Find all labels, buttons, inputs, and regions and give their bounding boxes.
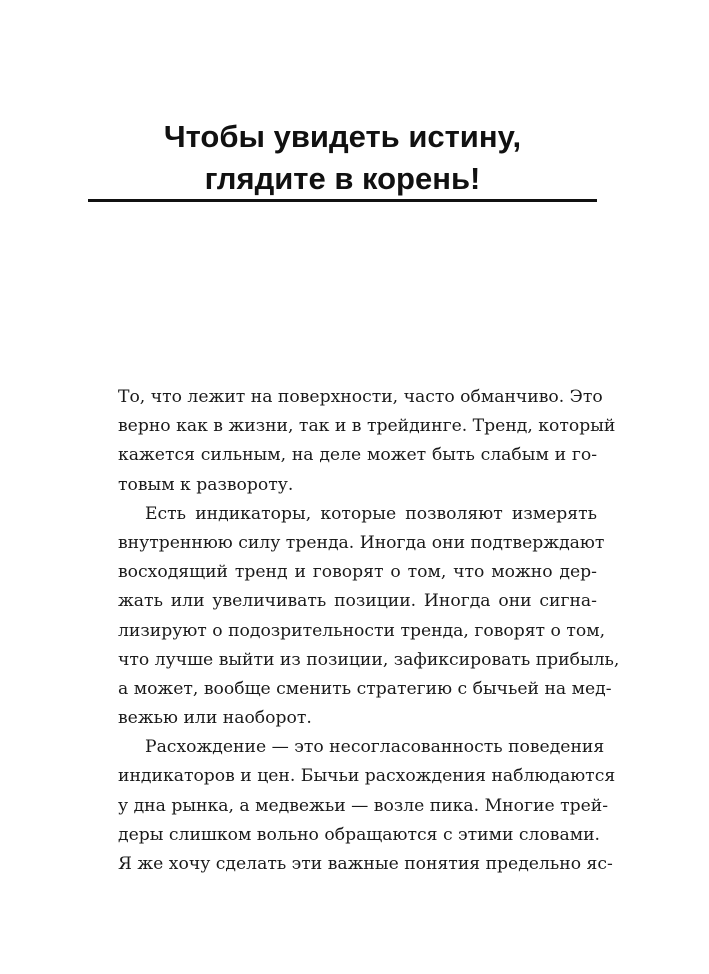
paragraph bbox=[118, 383, 616, 500]
text-line: а может, вообще сменить стратегию с бычьей на мед- bbox=[118, 678, 612, 699]
text-line: лизируют о подозрительности тренда, говорят о том, bbox=[118, 620, 606, 641]
text-line: жать или увеличивать позиции. Иногда они сигна- bbox=[118, 591, 597, 612]
body-text bbox=[118, 383, 620, 879]
text-line: у дна рынка, а медвежьи — возле пика. Многие трей- bbox=[118, 795, 609, 816]
chapter-title-line: Чтобы увидеть истину, bbox=[163, 119, 522, 154]
text-line: верно как в жизни, так и в трейдинге. Тренд, который bbox=[118, 416, 616, 437]
text-line: То, что лежит на поверхности, часто обманчиво. Это bbox=[118, 387, 603, 407]
paragraph bbox=[118, 500, 620, 734]
text-line: товым к развороту. bbox=[118, 474, 294, 495]
text-line: Расхождение — это несогласованность поведения bbox=[145, 737, 605, 758]
text-line: внутреннюю силу тренда. Иногда они подтверждают bbox=[118, 532, 605, 553]
title-underline bbox=[88, 199, 597, 202]
paragraph bbox=[118, 733, 616, 879]
text-line: кажется сильным, на деле может быть слабым и го- bbox=[118, 445, 597, 466]
text-line: Я же хочу сделать эти важные понятия предельно яс- bbox=[118, 854, 613, 874]
text-line: Есть индикаторы, которые позволяют измерять bbox=[145, 503, 597, 524]
text-line: вежью или наоборот. bbox=[118, 708, 312, 729]
chapter-title-line: глядите в корень! bbox=[204, 161, 481, 196]
chapter-title bbox=[88, 116, 597, 200]
text-line: восходящий тренд и говорят о том, что можно дер- bbox=[118, 562, 597, 583]
text-line: индикаторов и цен. Бычьи расхождения наблюдаются bbox=[118, 766, 616, 787]
text-line: что лучше выйти из позиции, зафиксировать прибыль, bbox=[118, 649, 620, 670]
text-line: деры слишком вольно обращаются с этими словами. bbox=[118, 824, 601, 845]
